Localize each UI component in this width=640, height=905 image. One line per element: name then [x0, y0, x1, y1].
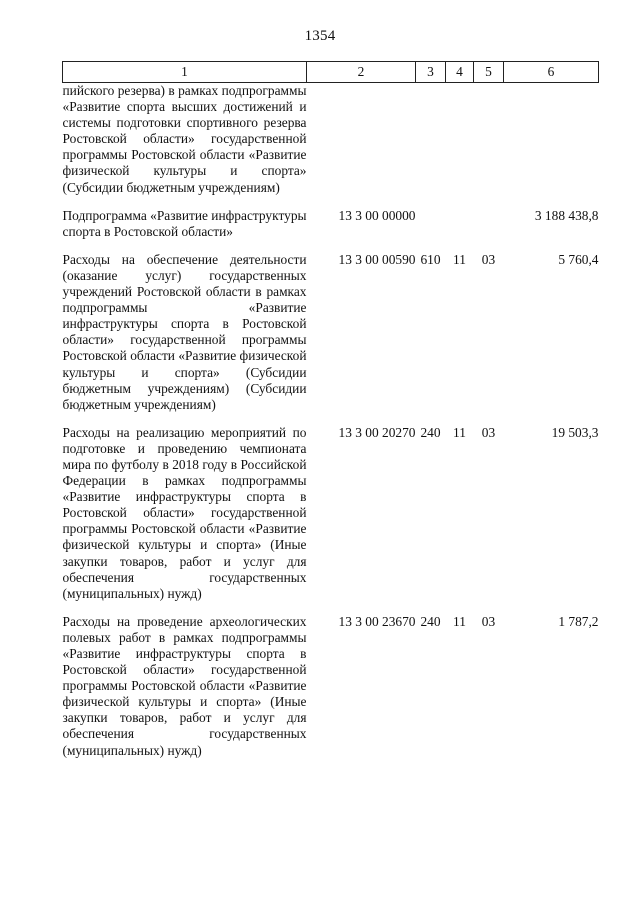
header-row [63, 62, 599, 83]
row-amount: 3 188 438,8 [534, 207, 599, 223]
row-target-article: 13 3 00 00590 [338, 251, 416, 267]
page-number: 1354 [304, 28, 336, 44]
header-col-1: 1 [63, 62, 307, 83]
row-description: Расходы на реализацию мероприятий по подготовке и проведению чемпионата мира по футболу в 2018 году в Российской Федерации в рамках подпрограммы «Развитие инфраструктуры спорта в Ростовской области» государственной программы Ростовской области «Развитие физической культуры и спорта» (Иные закупки товаров, работ и услуг для обеспечения государственных (муниципальных) нужд) [62, 424, 307, 601]
row-subsection [474, 208, 504, 240]
row-section: 11 [453, 424, 466, 440]
row-target-article [307, 83, 416, 196]
row-description: Расходы на проведение археологических полевых работ в рамках подпрограммы «Развитие инфраструктуры спорта в Ростовской области» государственной программы Ростовской области «Развитие физической культуры и спорта» (Иные закупки товаров, работ и услуг для обеспечения государственных (муниципальных) нужд) [62, 613, 307, 758]
row-amount: 19 503,3 [551, 424, 599, 440]
row-subsection: 03 [481, 251, 496, 267]
row-description: Расходы на обеспечение деятельности (оказание услуг) государственных учреждений Ростовской области в рамках подпрограммы «Развитие инфраструктуры спорта в Ростовской области» государственной программы Ростовской области «Развитие физической культуры и спорта» (Субсидии бюджетным учреждениям) (Субсидии бюджетным учреждениям) [62, 251, 307, 412]
table-row [63, 252, 599, 413]
row-amount: 5 760,4 [558, 251, 599, 267]
row-amount: 1 787,2 [558, 613, 599, 629]
table-row [63, 208, 599, 240]
row-subsection: 03 [481, 613, 496, 629]
header-col-6: 6 [504, 62, 599, 83]
row-amount [504, 83, 599, 196]
table-header [63, 62, 599, 83]
row-description: пийского резерва) в рамках подпрограммы «Развитие спорта высших достижений и системы подготовки спортивного резерва Ростовской области» государственной программы Ростовской области «Развитие физической культуры и спорта» (Субсидии бюджетным учреждениям) [62, 83, 307, 195]
row-target-article: 13 3 00 00000 [338, 207, 416, 223]
row-expense-type: 610 [420, 251, 441, 267]
row-spacer [63, 413, 599, 425]
row-spacer [63, 602, 599, 614]
row-section: 11 [453, 251, 466, 267]
row-section [446, 83, 474, 196]
row-expense-type [416, 208, 446, 240]
header-col-4: 4 [446, 62, 474, 83]
row-spacer [63, 196, 599, 208]
row-expense-type: 240 [420, 613, 441, 629]
row-expense-type [416, 83, 446, 196]
row-section [446, 208, 474, 240]
table-row [63, 425, 599, 602]
header-col-5: 5 [474, 62, 504, 83]
row-spacer [63, 240, 599, 252]
row-description: Подпрограмма «Развитие инфраструктуры спорта в Ростовской области» [62, 207, 307, 239]
header-col-3: 3 [416, 62, 446, 83]
header-col-2: 2 [307, 62, 416, 83]
table-body [63, 83, 599, 759]
row-expense-type: 240 [420, 424, 441, 440]
table-row [63, 83, 599, 196]
budget-table [62, 61, 599, 759]
table-row [63, 614, 599, 759]
row-target-article: 13 3 00 23670 [338, 613, 416, 629]
row-target-article: 13 3 00 20270 [338, 424, 416, 440]
row-subsection: 03 [481, 424, 496, 440]
row-section: 11 [453, 613, 466, 629]
row-subsection [474, 83, 504, 196]
